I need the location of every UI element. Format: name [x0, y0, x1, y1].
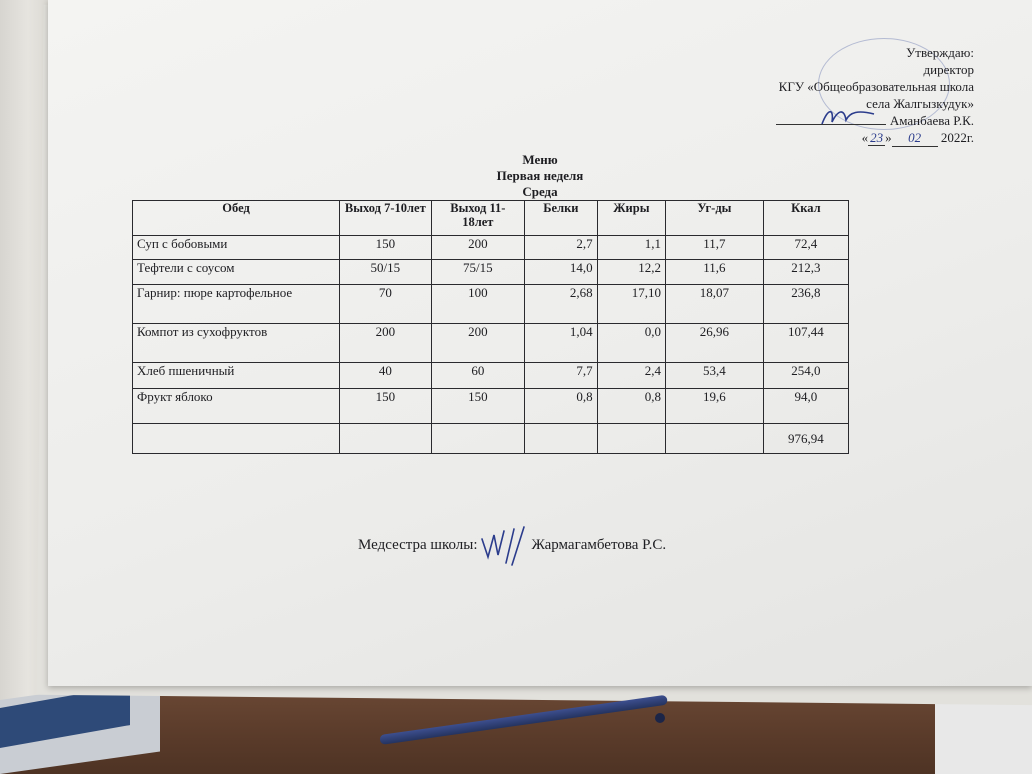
menu-week: Первая неделя	[496, 168, 584, 183]
empty-cell	[666, 424, 764, 454]
cell-carbs: 26,96	[666, 324, 764, 363]
dish-name: Фрукт яблоко	[133, 389, 340, 424]
cell-portion-small: 70	[340, 285, 431, 324]
header-kcal: Ккал	[763, 201, 848, 236]
approval-block	[776, 44, 974, 147]
approval-date: « 23 » 02 2022г.	[861, 130, 974, 145]
cell-fats: 0,8	[597, 389, 665, 424]
cell-proteins: 2,7	[525, 236, 598, 260]
cell-kcal: 72,4	[763, 236, 848, 260]
nurse-signature-line	[358, 525, 666, 567]
director-signature	[818, 104, 878, 130]
cell-portion-small: 150	[340, 389, 431, 424]
cell-portion-small: 50/15	[340, 260, 431, 285]
header-proteins: Белки	[525, 201, 598, 236]
dish-name: Суп с бобовыми	[133, 236, 340, 260]
table-row	[133, 324, 849, 363]
date-month: 02	[908, 130, 922, 145]
empty-cell	[340, 424, 431, 454]
cell-portion-small: 150	[340, 236, 431, 260]
dish-name: Компот из сухофруктов	[133, 324, 340, 363]
cell-fats: 12,2	[597, 260, 665, 285]
header-carbs: Уг-ды	[666, 201, 764, 236]
empty-cell	[133, 424, 340, 454]
table-row	[133, 389, 849, 424]
header-portion-7-10: Выход 7-10лет	[340, 201, 431, 236]
dish-name: Хлеб пшеничный	[133, 363, 340, 389]
cell-portion-small: 200	[340, 324, 431, 363]
empty-cell	[525, 424, 598, 454]
table-row	[133, 260, 849, 285]
total-kcal: 976,94	[763, 424, 848, 454]
date-year: 2022г.	[940, 130, 974, 145]
cell-proteins: 0,8	[525, 389, 598, 424]
approval-line-org: КГУ «Общеобразовательная школа	[778, 79, 974, 94]
table-row	[133, 236, 849, 260]
menu-day: Среда	[522, 184, 558, 199]
table-header-row	[133, 201, 849, 236]
cell-proteins: 2,68	[525, 285, 598, 324]
dish-name: Тефтели с соусом	[133, 260, 340, 285]
header-lunch: Обед	[133, 201, 340, 236]
menu-document	[48, 0, 1032, 686]
approval-line-village: села Жалгызкудук»	[866, 96, 974, 111]
cell-carbs: 19,6	[666, 389, 764, 424]
approval-line-approve: Утверждаю:	[906, 45, 974, 60]
pen-cap	[655, 713, 665, 723]
cell-carbs: 11,6	[666, 260, 764, 285]
nurse-signature	[480, 525, 530, 567]
cell-kcal: 107,44	[763, 324, 848, 363]
cell-portion-large: 75/15	[431, 260, 525, 285]
cell-proteins: 7,7	[525, 363, 598, 389]
nurse-label: Медсестра школы:	[358, 537, 478, 554]
cell-portion-large: 200	[431, 324, 525, 363]
table-row	[133, 363, 849, 389]
cell-portion-large: 60	[431, 363, 525, 389]
table-row	[133, 285, 849, 324]
empty-cell	[431, 424, 525, 454]
header-portion-11-18: Выход 11-18лет	[431, 201, 525, 236]
empty-cell	[597, 424, 665, 454]
table-total-row	[133, 424, 849, 454]
cell-fats: 17,10	[597, 285, 665, 324]
cell-portion-small: 40	[340, 363, 431, 389]
menu-table	[132, 200, 849, 454]
approval-line-director: Аманбаева Р.К.	[776, 112, 974, 129]
date-day: 23	[870, 130, 884, 145]
cell-fats: 1,1	[597, 236, 665, 260]
cell-kcal: 236,8	[763, 285, 848, 324]
cell-carbs: 53,4	[666, 363, 764, 389]
cell-kcal: 94,0	[763, 389, 848, 424]
cell-fats: 2,4	[597, 363, 665, 389]
cell-carbs: 18,07	[666, 285, 764, 324]
cell-portion-large: 100	[431, 285, 525, 324]
cell-carbs: 11,7	[666, 236, 764, 260]
header-fats: Жиры	[597, 201, 665, 236]
cell-kcal: 212,3	[763, 260, 848, 285]
cell-portion-large: 150	[431, 389, 525, 424]
cell-proteins: 1,04	[525, 324, 598, 363]
menu-title: Меню	[522, 152, 558, 167]
nurse-name: Жармагамбетова Р.С.	[531, 537, 667, 554]
cell-proteins: 14,0	[525, 260, 598, 285]
approval-line-position: директор	[923, 62, 974, 77]
cell-portion-large: 200	[431, 236, 525, 260]
cell-kcal: 254,0	[763, 363, 848, 389]
cell-fats: 0,0	[597, 324, 665, 363]
dish-name: Гарнир: пюре картофельное	[133, 285, 340, 324]
